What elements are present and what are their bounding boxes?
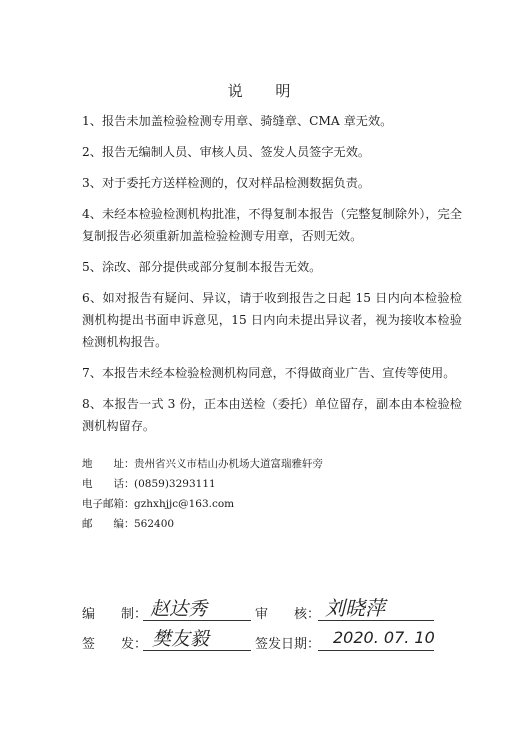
compile-signature: 赵达秀 <box>150 598 208 620</box>
issue-label: 签 发： <box>82 637 148 652</box>
postcode-row <box>82 515 323 533</box>
issue-signature-line <box>143 650 251 651</box>
review-signature-line <box>318 620 434 621</box>
issue-date-line <box>318 650 434 651</box>
address-value: 贵州省兴义市桔山办机场大道富瑞雅轩旁 <box>134 458 323 470</box>
compile-signature-line <box>143 620 251 621</box>
phone-label: 电 话： <box>82 478 135 490</box>
email-value: gzhxhjjc@163.com <box>134 498 235 510</box>
page-title: 说 明 <box>227 82 305 100</box>
notes-list <box>82 110 462 446</box>
note-item: 2、报告无编制人员、审核人员、签发人员签字无效。 <box>82 145 371 159</box>
email-label: 电子邮箱： <box>82 498 135 510</box>
postcode-label: 邮 编： <box>82 518 135 530</box>
email-row <box>82 495 323 513</box>
note-item: 3、对于委托方送样检测的，仅对样品检测数据负责。 <box>82 176 371 190</box>
phone-row <box>82 475 323 493</box>
address-label: 地 址： <box>82 458 135 470</box>
phone-value: (0859)3293111 <box>134 478 216 490</box>
review-label: 审 核： <box>255 607 321 622</box>
contact-info <box>82 455 323 535</box>
issue-date-value: 2020. 07. 10 <box>333 628 435 647</box>
postcode-value: 562400 <box>134 518 175 530</box>
address-row <box>82 455 323 473</box>
issue-signature: 樊友毅 <box>152 628 210 650</box>
compile-label: 编 制： <box>82 607 148 622</box>
issue-date-label: 签发日期： <box>255 637 321 652</box>
note-item: 1、报告未加盖检验检测专用章、骑缝章、CMA 章无效。 <box>82 114 393 128</box>
note-item: 4、未经本检验检测机构批准，不得复制本报告（完整复制除外），完全复制报告必须重新加盖检验检测专用章，否则无效。 <box>82 207 462 243</box>
note-item: 5、涂改、部分提供或部分复制本报告无效。 <box>82 260 322 274</box>
note-item: 8、本报告一式 3 份，正本由送检（委托）单位留存，副本由本检验检测机构留存。 <box>82 397 462 433</box>
note-item: 6、如对报告有疑问、异议，请于收到报告之日起 15 日内向本检验检测机构提出书面申诉意见，15 日内向未提出异议者，视为接收本检验检测机构报告。 <box>82 291 462 349</box>
note-item: 7、本报告未经本检验检测机构同意，不得做商业广告、宣传等使用。 <box>82 366 456 380</box>
review-signature: 刘晓萍 <box>325 596 385 620</box>
